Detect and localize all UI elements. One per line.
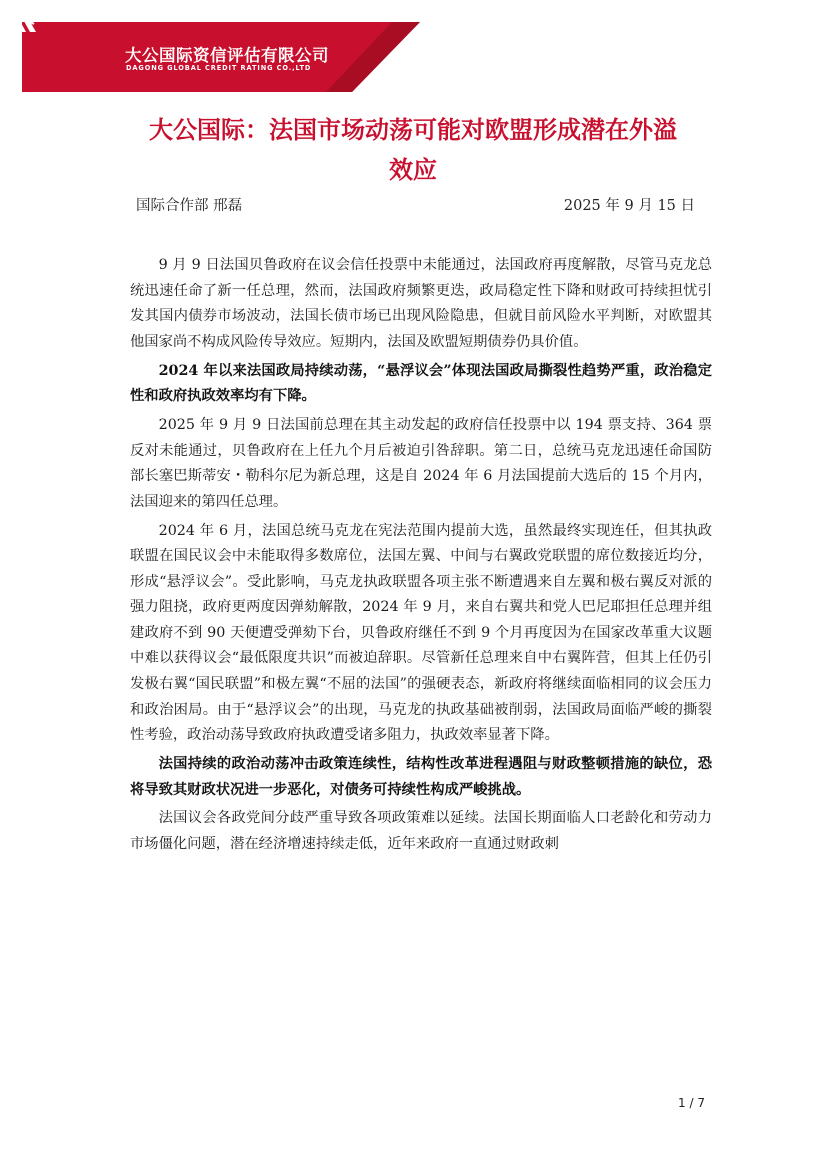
paragraph-summary: 9 月 9 日法国贝鲁政府在议会信任投票中未能通过，法国政府再度解散，尽管马克龙总统迅速任命了新一任总理，然而，法国政府频繁更迭，政局稳定性下降和财政可持续担忧引发其国内债券市场波动，法国长债市场已出现风险隐患，但就目前风险水平判断，对欧盟其他国家尚不构成风险传导效应。短期内，法国及欧盟短期债券仍具价值。 <box>130 257 712 350</box>
header-band-shape <box>0 0 826 92</box>
title-line-1: 大公国际：法国市场动荡可能对欧盟形成潜在外溢 <box>149 116 677 144</box>
paragraph-hung-parliament: 2024 年 6 月，法国总统马克龙在宪法范围内提前大选，虽然最终实现连任，但其执政联盟在国民议会中未能取得多数席位，法国左翼、中间与右翼政党联盟的席位数接近均分，形成“悬浮议会”。受此影响，马克龙执政联盟各项主张不断遭遇来自左翼和极右翼反对派的强力阻挠，政府更两度因弹劾解散，2024 年 9 月，来自右翼共和党人巴尼耶担任总理并组建政府不到 90 天便遭受弹劾下台，贝鲁政府继任不到 9 个月再度因为在国家改革重大议题中难以获得议会“最低限度共识”而被迫辞职。尽管新任总理来自中右翼阵营，但其上任仍引发极右翼“国民联盟”和极左翼“不屈的法国”的强硬表态，新政府将继续面临相同的议会压力和政治困局。由于“悬浮议会”的出现，马克龙的执政基础被削弱，法国政局面临严峻的撕裂性考验，政治动荡导致政府执政遭受诸多阻力，执政效率显著下降。 <box>130 522 712 744</box>
company-name-en: DAGONG GLOBAL CREDIT RATING CO.,LTD <box>126 64 312 72</box>
dagong-logo-icon <box>0 0 38 34</box>
paragraph-fiscal: 法国议会各政党间分歧严重导致各项政策难以延续。法国长期面临人口老龄化和劳动力市场僵化问题，潜在经济增速持续走低，近年来政府一直通过财政刺 <box>130 810 712 852</box>
company-name-cn: 大公国际资信评估有限公司 <box>125 46 329 65</box>
header-band <box>0 0 826 92</box>
section-heading-2: 法国持续的政治动荡冲击政策连续性，结构性改革进程遇阻与财政整顿措施的缺位，恐将导致其财政状况进一步恶化，对债务可持续性构成严峻挑战。 <box>130 756 712 798</box>
title-line-2: 效应 <box>389 156 437 184</box>
article-body <box>130 253 712 858</box>
paragraph-confidence-vote: 2025 年 9 月 9 日法国前总理在其主动发起的政府信任投票中以 194 票支持、364 票反对未能通过，贝鲁政府在上任九个月后被迫引咎辞职。第二日，总统马克龙迅速任命国防部长塞巴斯蒂安・勒科尔尼为新总理，这是自 2024 年 6 月法国提前大选后的 15 个月内，法国迎来的第四任总理。 <box>130 416 712 510</box>
author-department: 国际合作部 邢磊 <box>136 198 243 214</box>
page-number: 1 / 7 <box>678 1096 705 1110</box>
publish-date: 2025 年 9 月 15 日 <box>563 198 695 214</box>
section-heading-1: 2024 年以来法国政局持续动荡，“悬浮议会”体现法国政局撕裂性趋势严重，政治稳定性和政府执政效率均有下降。 <box>130 362 712 405</box>
article-title <box>120 110 706 190</box>
